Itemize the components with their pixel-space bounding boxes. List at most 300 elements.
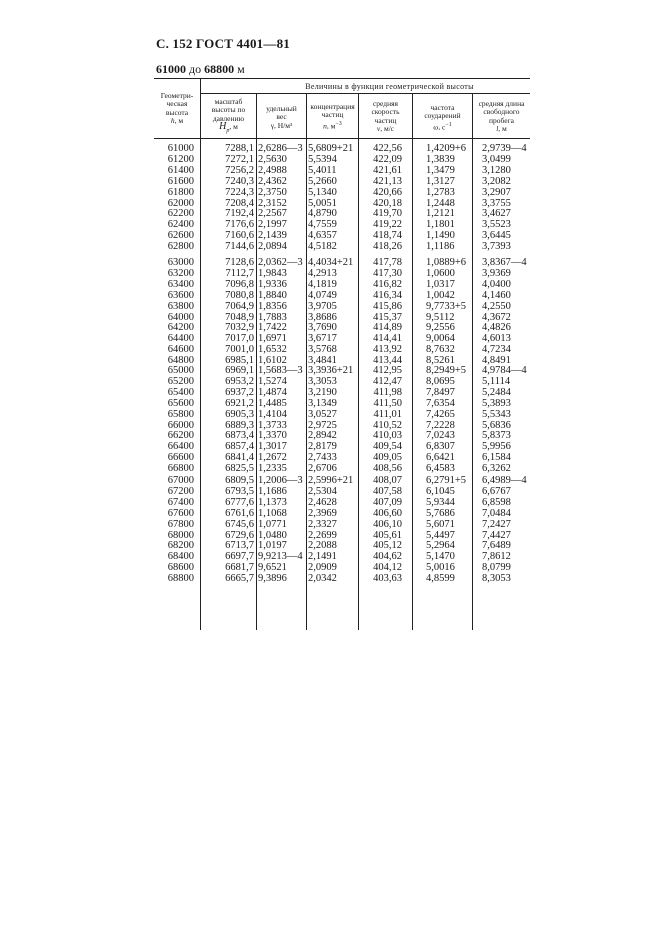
cell-altitude: 61400 bbox=[167, 164, 194, 176]
cell-concentration: 4,2913 bbox=[308, 267, 337, 279]
cell-pressure-scale: 7001,0 bbox=[225, 344, 254, 356]
cell-speed: 417,78 bbox=[373, 257, 402, 268]
cell-speed: 413,44 bbox=[373, 355, 402, 367]
range-unit: м bbox=[237, 62, 245, 76]
cell-pressure-scale: 7224,3 bbox=[225, 186, 254, 198]
page-header: С. 152 ГОСТ 4401—81 bbox=[156, 36, 290, 51]
cell-speed: 404,62 bbox=[373, 551, 402, 563]
cell-free-path: 5,8373 bbox=[482, 430, 511, 442]
cell-pressure-scale: 7240,3 bbox=[225, 175, 254, 187]
cell-concentration: 5,6809+21 bbox=[308, 143, 354, 154]
cell-altitude: 65800 bbox=[167, 408, 194, 420]
cell-free-path: 6,1584 bbox=[482, 452, 511, 464]
cell-specific-weight: 9,3896 bbox=[258, 573, 287, 585]
col-header-altitude: Геометри- ческая высота h, м bbox=[160, 91, 194, 126]
cell-altitude: 67800 bbox=[167, 518, 194, 530]
cell-altitude: 62000 bbox=[167, 197, 194, 209]
cell-frequency: 6,2791+5 bbox=[426, 475, 467, 486]
cell-free-path: 4,4826 bbox=[482, 322, 511, 334]
cell-frequency: 1,4209+6 bbox=[426, 143, 467, 154]
cell-altitude: 62400 bbox=[167, 219, 194, 231]
cell-altitude: 65000 bbox=[167, 365, 194, 376]
cell-concentration: 4,8790 bbox=[308, 208, 337, 220]
cell-specific-weight: 1,6102 bbox=[258, 355, 287, 367]
cell-free-path: 7,2427 bbox=[482, 518, 511, 530]
cell-specific-weight: 1,6532 bbox=[258, 344, 287, 356]
cell-specific-weight: 2,1997 bbox=[258, 219, 287, 231]
cell-specific-weight: 1,4874 bbox=[258, 386, 287, 398]
cell-specific-weight: 1,1068 bbox=[258, 507, 287, 519]
cell-pressure-scale: 7272,1 bbox=[225, 153, 254, 165]
cell-free-path: 6,4989—4 bbox=[482, 475, 527, 486]
cell-pressure-scale: 7256,2 bbox=[225, 164, 254, 176]
cell-speed: 410,52 bbox=[373, 419, 402, 431]
cell-frequency: 5,2964 bbox=[426, 540, 455, 552]
cell-concentration: 2,3969 bbox=[308, 507, 337, 519]
cell-frequency: 6,4583 bbox=[426, 463, 455, 475]
group-header-rule bbox=[201, 93, 530, 94]
cell-free-path: 3,1280 bbox=[482, 164, 511, 176]
cell-pressure-scale: 6697,7 bbox=[225, 551, 254, 563]
cell-concentration: 3,2190 bbox=[308, 386, 337, 398]
cell-frequency: 5,0016 bbox=[426, 562, 455, 574]
cell-free-path: 3,9369 bbox=[482, 267, 511, 279]
cell-pressure-scale: 6937,2 bbox=[225, 386, 254, 398]
cell-concentration: 4,1819 bbox=[308, 278, 337, 290]
cell-pressure-scale: 6841,4 bbox=[225, 452, 254, 464]
range-mid: до bbox=[189, 62, 202, 76]
cell-specific-weight: 1,9843 bbox=[258, 267, 287, 279]
cell-pressure-scale: 7096,8 bbox=[225, 278, 254, 290]
cell-altitude: 66600 bbox=[167, 452, 194, 464]
cell-speed: 404,12 bbox=[373, 562, 402, 574]
cell-speed: 420,18 bbox=[373, 197, 402, 209]
cell-specific-weight: 2,5630 bbox=[258, 153, 287, 165]
cell-speed: 407,09 bbox=[373, 496, 402, 508]
cell-altitude: 65200 bbox=[167, 375, 194, 387]
cell-pressure-scale: 7208,4 bbox=[225, 197, 254, 209]
col-header-free-path: средняя длина свободного пробега l, м bbox=[478, 99, 525, 134]
cell-specific-weight: 1,8356 bbox=[258, 300, 287, 312]
data-table bbox=[154, 78, 530, 630]
cell-altitude: 68400 bbox=[167, 551, 194, 563]
cell-altitude: 63400 bbox=[167, 278, 194, 290]
cell-speed: 418,26 bbox=[373, 241, 402, 253]
cell-pressure-scale: 7160,6 bbox=[225, 230, 254, 242]
cell-frequency: 9,0064 bbox=[426, 333, 455, 345]
cell-altitude: 68800 bbox=[167, 573, 194, 585]
cell-concentration: 2,0342 bbox=[308, 573, 337, 585]
cell-speed: 422,09 bbox=[373, 153, 402, 165]
cell-free-path: 3,2907 bbox=[482, 186, 511, 198]
cell-free-path: 4,3672 bbox=[482, 311, 511, 323]
cell-specific-weight: 9,9213—4 bbox=[258, 551, 303, 563]
cell-speed: 416,82 bbox=[373, 278, 402, 290]
cell-altitude: 62800 bbox=[167, 241, 194, 253]
cell-specific-weight: 2,4362 bbox=[258, 175, 287, 187]
cell-frequency: 7,2228 bbox=[426, 419, 455, 431]
cell-frequency: 1,2448 bbox=[426, 197, 455, 209]
cell-pressure-scale: 6713,7 bbox=[225, 540, 254, 552]
cell-concentration: 3,6717 bbox=[308, 333, 337, 345]
cell-speed: 411,98 bbox=[373, 386, 402, 398]
cell-pressure-scale: 7128,6 bbox=[225, 257, 254, 268]
cell-pressure-scale: 6953,2 bbox=[225, 375, 254, 387]
cell-concentration: 3,8686 bbox=[308, 311, 337, 323]
cell-specific-weight: 9,6521 bbox=[258, 562, 287, 574]
cell-free-path: 7,6489 bbox=[482, 540, 511, 552]
cell-concentration: 5,1340 bbox=[308, 186, 337, 198]
cell-concentration: 2,2088 bbox=[308, 540, 337, 552]
col-divider bbox=[256, 93, 257, 630]
cell-pressure-scale: 6873,4 bbox=[225, 430, 254, 442]
cell-altitude: 63600 bbox=[167, 289, 194, 301]
cell-frequency: 1,2783 bbox=[426, 186, 455, 198]
cell-free-path: 8,0799 bbox=[482, 562, 511, 574]
cell-concentration: 3,9705 bbox=[308, 300, 337, 312]
cell-pressure-scale: 7112,7 bbox=[225, 267, 254, 279]
cell-altitude: 61000 bbox=[167, 143, 194, 154]
cell-altitude: 65400 bbox=[167, 386, 194, 398]
cell-free-path: 3,4627 bbox=[482, 208, 511, 220]
cell-concentration: 4,4034+21 bbox=[308, 257, 354, 268]
cell-concentration: 2,1491 bbox=[308, 551, 337, 563]
cell-specific-weight: 2,3152 bbox=[258, 197, 287, 209]
cell-free-path: 7,4427 bbox=[482, 529, 511, 541]
cell-speed: 408,07 bbox=[373, 475, 402, 486]
cell-altitude: 68000 bbox=[167, 529, 194, 541]
cell-concentration: 3,5768 bbox=[308, 344, 337, 356]
cell-speed: 411,01 bbox=[373, 408, 402, 420]
cell-pressure-scale: 7176,6 bbox=[225, 219, 254, 231]
cell-frequency: 8,2949+5 bbox=[426, 365, 467, 376]
cell-pressure-scale: 6809,5 bbox=[225, 475, 254, 486]
cell-free-path: 3,5523 bbox=[482, 219, 511, 231]
cell-pressure-scale: 7048,9 bbox=[225, 311, 254, 323]
cell-frequency: 1,1186 bbox=[426, 241, 455, 253]
cell-frequency: 5,9344 bbox=[426, 496, 455, 508]
cell-specific-weight: 1,3017 bbox=[258, 441, 287, 453]
cell-free-path: 5,3893 bbox=[482, 397, 511, 409]
cell-pressure-scale: 7017,0 bbox=[225, 333, 254, 345]
cell-speed: 412,95 bbox=[373, 365, 402, 376]
cell-frequency: 4,8599 bbox=[426, 573, 455, 585]
cell-pressure-scale: 6729,6 bbox=[225, 529, 254, 541]
cell-concentration: 2,2699 bbox=[308, 529, 337, 541]
cell-concentration: 4,6357 bbox=[308, 230, 337, 242]
cell-speed: 410,03 bbox=[373, 430, 402, 442]
cell-pressure-scale: 6745,6 bbox=[225, 518, 254, 530]
cell-concentration: 2,9725 bbox=[308, 419, 337, 431]
cell-free-path: 5,1114 bbox=[482, 375, 511, 387]
cell-frequency: 5,1470 bbox=[426, 551, 455, 563]
cell-free-path: 3,2082 bbox=[482, 175, 511, 187]
cell-specific-weight: 1,6971 bbox=[258, 333, 287, 345]
cell-altitude: 67200 bbox=[167, 485, 194, 497]
cell-specific-weight: 1,7883 bbox=[258, 311, 287, 323]
cell-frequency: 7,4265 bbox=[426, 408, 455, 420]
cell-speed: 407,58 bbox=[373, 485, 402, 497]
cell-frequency: 9,2556 bbox=[426, 322, 455, 334]
cell-specific-weight: 1,0771 bbox=[258, 518, 287, 530]
cell-concentration: 5,4011 bbox=[308, 164, 337, 176]
cell-specific-weight: 2,4988 bbox=[258, 164, 287, 176]
cell-frequency: 7,0243 bbox=[426, 430, 455, 442]
cell-free-path: 4,2550 bbox=[482, 300, 511, 312]
cell-frequency: 5,7686 bbox=[426, 507, 455, 519]
cell-specific-weight: 1,3370 bbox=[258, 430, 287, 442]
cell-free-path: 5,2484 bbox=[482, 386, 511, 398]
cell-altitude: 67600 bbox=[167, 507, 194, 519]
cell-altitude: 64400 bbox=[167, 333, 194, 345]
cell-free-path: 3,0499 bbox=[482, 153, 511, 165]
cell-specific-weight: 2,0362—3 bbox=[258, 257, 303, 268]
cell-concentration: 4,0749 bbox=[308, 289, 337, 301]
cell-frequency: 6,1045 bbox=[426, 485, 455, 497]
cell-altitude: 68200 bbox=[167, 540, 194, 552]
cell-concentration: 2,5996+21 bbox=[308, 475, 354, 486]
cell-specific-weight: 1,5683—3 bbox=[258, 365, 303, 376]
cell-free-path: 4,1460 bbox=[482, 289, 511, 301]
cell-altitude: 65600 bbox=[167, 397, 194, 409]
cell-specific-weight: 1,8840 bbox=[258, 289, 287, 301]
cell-concentration: 5,5394 bbox=[308, 153, 337, 165]
cell-frequency: 5,6071 bbox=[426, 518, 455, 530]
cell-specific-weight: 1,4485 bbox=[258, 397, 287, 409]
cell-altitude: 66200 bbox=[167, 430, 194, 442]
cell-pressure-scale: 7032,9 bbox=[225, 322, 254, 334]
cell-pressure-scale: 6793,5 bbox=[225, 485, 254, 497]
cell-concentration: 5,2660 bbox=[308, 175, 337, 187]
cell-speed: 403,63 bbox=[373, 573, 402, 585]
cell-speed: 405,61 bbox=[373, 529, 402, 541]
cell-frequency: 7,6354 bbox=[426, 397, 455, 409]
cell-concentration: 2,6706 bbox=[308, 463, 337, 475]
cell-frequency: 1,3127 bbox=[426, 175, 455, 187]
cell-specific-weight: 1,1373 bbox=[258, 496, 287, 508]
cell-concentration: 3,7690 bbox=[308, 322, 337, 334]
cell-free-path: 7,0484 bbox=[482, 507, 511, 519]
cell-concentration: 3,0527 bbox=[308, 408, 337, 420]
cell-frequency: 1,0317 bbox=[426, 278, 455, 290]
cell-specific-weight: 2,1439 bbox=[258, 230, 287, 242]
col-divider bbox=[358, 93, 359, 630]
cell-pressure-scale: 6857,4 bbox=[225, 441, 254, 453]
cell-altitude: 66800 bbox=[167, 463, 194, 475]
cell-speed: 414,89 bbox=[373, 322, 402, 334]
cell-free-path: 2,9739—4 bbox=[482, 143, 527, 154]
cell-pressure-scale: 6825,5 bbox=[225, 463, 254, 475]
cell-altitude: 61800 bbox=[167, 186, 194, 198]
cell-frequency: 1,0600 bbox=[426, 267, 455, 279]
cell-frequency: 1,1490 bbox=[426, 230, 455, 242]
cell-concentration: 2,3327 bbox=[308, 518, 337, 530]
cell-pressure-scale: 7144,6 bbox=[225, 241, 254, 253]
cell-altitude: 64800 bbox=[167, 355, 194, 367]
cell-speed: 406,10 bbox=[373, 518, 402, 530]
col-header-concentration: концентрация частиц n, $м^{-3}$ bbox=[310, 102, 355, 131]
cell-free-path: 4,8491 bbox=[482, 355, 511, 367]
cell-altitude: 67000 bbox=[167, 475, 194, 486]
cell-free-path: 3,8367—4 bbox=[482, 257, 527, 268]
cell-frequency: 9,7733+5 bbox=[426, 300, 467, 312]
cell-speed: 415,86 bbox=[373, 300, 402, 312]
cell-frequency: 7,8497 bbox=[426, 386, 455, 398]
cell-frequency: 8,7632 bbox=[426, 344, 455, 356]
cell-free-path: 5,5343 bbox=[482, 408, 511, 420]
cell-concentration: 4,5182 bbox=[308, 241, 337, 253]
cell-speed: 412,47 bbox=[373, 375, 402, 387]
cell-concentration: 4,7559 bbox=[308, 219, 337, 231]
cell-concentration: 2,5304 bbox=[308, 485, 337, 497]
cell-free-path: 6,6767 bbox=[482, 485, 511, 497]
cell-frequency: 1,1801 bbox=[426, 219, 455, 231]
col-divider bbox=[472, 93, 473, 630]
cell-altitude: 61600 bbox=[167, 175, 194, 187]
cell-free-path: 4,9784—4 bbox=[482, 365, 527, 376]
cell-pressure-scale: 7192,4 bbox=[225, 208, 254, 220]
cell-frequency: 1,3479 bbox=[426, 164, 455, 176]
col-divider bbox=[306, 93, 307, 630]
cell-speed: 418,74 bbox=[373, 230, 402, 242]
cell-concentration: 3,3936+21 bbox=[308, 365, 354, 376]
cell-concentration: 3,3053 bbox=[308, 375, 337, 387]
cell-specific-weight: 2,0894 bbox=[258, 241, 287, 253]
cell-speed: 414,41 bbox=[373, 333, 402, 345]
cell-specific-weight: 1,3733 bbox=[258, 419, 287, 431]
cell-free-path: 3,7393 bbox=[482, 241, 511, 253]
cell-free-path: 3,3755 bbox=[482, 197, 511, 209]
cell-concentration: 2,8179 bbox=[308, 441, 337, 453]
cell-speed: 420,66 bbox=[373, 186, 402, 198]
cell-concentration: 3,1349 bbox=[308, 397, 337, 409]
range-label bbox=[156, 62, 245, 77]
col-divider bbox=[412, 93, 413, 630]
cell-speed: 419,70 bbox=[373, 208, 402, 220]
table-top-rule bbox=[154, 78, 530, 79]
cell-free-path: 5,9956 bbox=[482, 441, 511, 453]
cell-concentration: 2,4628 bbox=[308, 496, 337, 508]
cell-pressure-scale: 6777,6 bbox=[225, 496, 254, 508]
cell-specific-weight: 1,0197 bbox=[258, 540, 287, 552]
cell-frequency: 8,5261 bbox=[426, 355, 455, 367]
cell-speed: 409,05 bbox=[373, 452, 402, 464]
cell-pressure-scale: 6665,7 bbox=[225, 573, 254, 585]
cell-specific-weight: 2,6286—3 bbox=[258, 143, 303, 154]
cell-frequency: 5,4497 bbox=[426, 529, 455, 541]
cell-specific-weight: 1,1686 bbox=[258, 485, 287, 497]
header-bottom-rule bbox=[154, 138, 530, 139]
cell-frequency: 8,0695 bbox=[426, 375, 455, 387]
cell-altitude: 62200 bbox=[167, 208, 194, 220]
cell-concentration: 3,4841 bbox=[308, 355, 337, 367]
cell-specific-weight: 1,0480 bbox=[258, 529, 287, 541]
cell-pressure-scale: 6905,3 bbox=[225, 408, 254, 420]
cell-speed: 415,37 bbox=[373, 311, 402, 323]
cell-speed: 408,56 bbox=[373, 463, 402, 475]
cell-altitude: 61200 bbox=[167, 153, 194, 165]
cell-altitude: 64600 bbox=[167, 344, 194, 356]
cell-speed: 405,12 bbox=[373, 540, 402, 552]
cell-concentration: 2,0909 bbox=[308, 562, 337, 574]
cell-free-path: 6,3262 bbox=[482, 463, 511, 475]
cell-frequency: 9,5112 bbox=[426, 311, 455, 323]
cell-frequency: 1,3839 bbox=[426, 153, 455, 165]
cell-speed: 416,34 bbox=[373, 289, 402, 301]
cell-concentration: 2,7433 bbox=[308, 452, 337, 464]
cell-frequency: 1,0042 bbox=[426, 289, 455, 301]
cell-frequency: 6,6421 bbox=[426, 452, 455, 464]
col-header-frequency: частота соударений ω, $с^{-1}$ bbox=[424, 103, 461, 132]
cell-free-path: 8,3053 bbox=[482, 573, 511, 585]
cell-altitude: 68600 bbox=[167, 562, 194, 574]
cell-specific-weight: 1,7422 bbox=[258, 322, 287, 334]
cell-frequency: 1,2121 bbox=[426, 208, 455, 220]
cell-specific-weight: 1,2335 bbox=[258, 463, 287, 475]
col-header-speed: средняя скорость частиц v, м/с bbox=[371, 99, 400, 134]
cell-speed: 406,60 bbox=[373, 507, 402, 519]
cell-altitude: 63200 bbox=[167, 267, 194, 279]
cell-specific-weight: 1,2672 bbox=[258, 452, 287, 464]
cell-pressure-scale: 6681,7 bbox=[225, 562, 254, 574]
cell-pressure-scale: 7064,9 bbox=[225, 300, 254, 312]
cell-speed: 417,30 bbox=[373, 267, 402, 279]
cell-pressure-scale: 6969,1 bbox=[225, 365, 254, 376]
cell-free-path: 7,8612 bbox=[482, 551, 511, 563]
cell-frequency: 6,8307 bbox=[426, 441, 455, 453]
cell-pressure-scale: 6985,1 bbox=[225, 355, 254, 367]
group-header: Величины в функции геометрической высоты bbox=[305, 82, 474, 91]
cell-speed: 413,92 bbox=[373, 344, 402, 356]
cell-concentration: 2,8942 bbox=[308, 430, 337, 442]
cell-altitude: 64200 bbox=[167, 322, 194, 334]
cell-pressure-scale: 6921,2 bbox=[225, 397, 254, 409]
cell-specific-weight: 2,3750 bbox=[258, 186, 287, 198]
cell-free-path: 4,7234 bbox=[482, 344, 511, 356]
cell-specific-weight: 2,2567 bbox=[258, 208, 287, 220]
col-header-weight: удельный вес γ, Н/м³ bbox=[266, 104, 297, 130]
cell-pressure-scale: 7080,8 bbox=[225, 289, 254, 301]
cell-free-path: 5,6836 bbox=[482, 419, 511, 431]
cell-speed: 421,61 bbox=[373, 164, 402, 176]
cell-altitude: 63000 bbox=[167, 257, 194, 268]
cell-altitude: 63800 bbox=[167, 300, 194, 312]
cell-pressure-scale: 6761,6 bbox=[225, 507, 254, 519]
cell-specific-weight: 1,5274 bbox=[258, 375, 287, 387]
cell-speed: 421,13 bbox=[373, 175, 402, 187]
cell-concentration: 5,0051 bbox=[308, 197, 337, 209]
col-header-scale: масштаб высоты по давлению $H_p$, м bbox=[211, 97, 246, 135]
cell-speed: 419,22 bbox=[373, 219, 402, 231]
cell-altitude: 62600 bbox=[167, 230, 194, 242]
cell-free-path: 4,6013 bbox=[482, 333, 511, 345]
cell-altitude: 67400 bbox=[167, 496, 194, 508]
cell-altitude: 64000 bbox=[167, 311, 194, 323]
cell-specific-weight: 1,4104 bbox=[258, 408, 287, 420]
cell-speed: 422,56 bbox=[373, 143, 402, 154]
cell-free-path: 3,6445 bbox=[482, 230, 511, 242]
cell-speed: 411,50 bbox=[373, 397, 402, 409]
cell-altitude: 66400 bbox=[167, 441, 194, 453]
cell-pressure-scale: 6889,3 bbox=[225, 419, 254, 431]
cell-specific-weight: 1,2006—3 bbox=[258, 475, 303, 486]
cell-frequency: 1,0889+6 bbox=[426, 257, 467, 268]
cell-free-path: 4,0400 bbox=[482, 278, 511, 290]
cell-altitude: 66000 bbox=[167, 419, 194, 431]
range-to: 68800 bbox=[204, 62, 235, 76]
range-from: 61000 bbox=[156, 62, 186, 76]
cell-free-path: 6,8598 bbox=[482, 496, 511, 508]
